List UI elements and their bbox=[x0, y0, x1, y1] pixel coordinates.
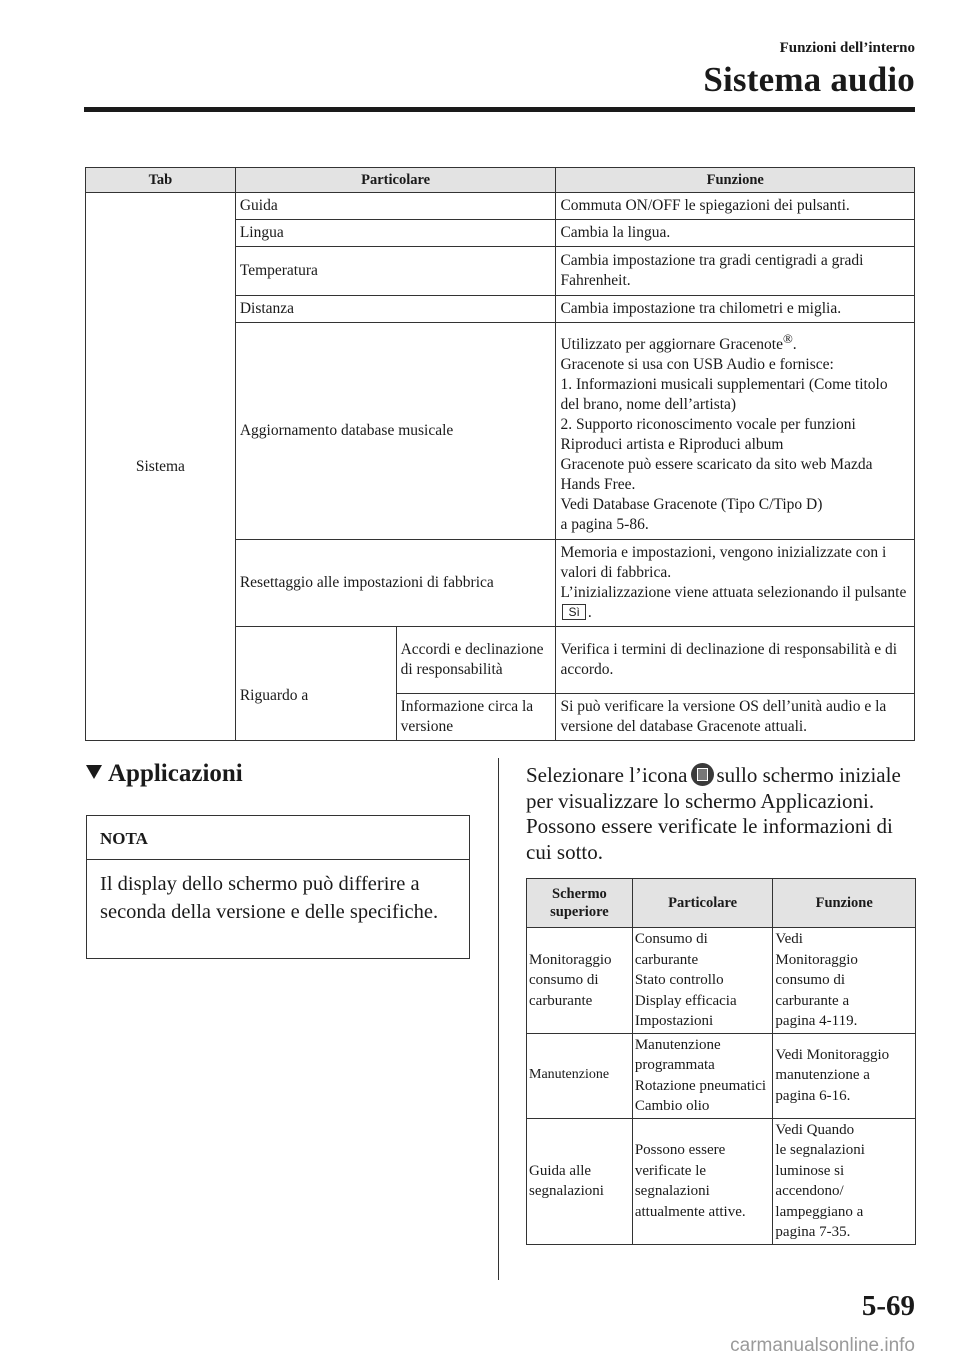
particolare-cell: Riguardo a bbox=[235, 627, 396, 741]
watermark: carmanualsonline.info bbox=[730, 1335, 915, 1356]
funzione-line: manutenzione a bbox=[775, 1067, 870, 1084]
col-header-funzione: Funzione bbox=[773, 879, 916, 928]
particolare-line: Consumo di carburante bbox=[634, 931, 708, 968]
funzione-cell bbox=[556, 323, 915, 540]
page-number: 5-69 bbox=[861, 1290, 915, 1322]
funzione-line: pagina 6-16. bbox=[775, 1087, 851, 1104]
funzione-line: Vedi Quando bbox=[775, 1121, 855, 1138]
table-header-row bbox=[86, 168, 915, 193]
funzione-cell: Cambia impostazione tra chilometri e miglia. bbox=[556, 296, 915, 323]
particolare-cell: Resettaggio alle impostazioni di fabbrica bbox=[235, 540, 556, 627]
header-rule bbox=[84, 107, 915, 112]
section-title-text: Applicazioni bbox=[108, 760, 243, 787]
column-divider bbox=[498, 758, 499, 1280]
particolare-cell: Guida bbox=[235, 193, 556, 220]
funzione-cell bbox=[773, 1118, 916, 1244]
funzione-line: pagina 4-119. bbox=[775, 1013, 858, 1029]
funzione-cell bbox=[773, 928, 916, 1034]
funzione-line: pagina 7-35. bbox=[775, 1224, 851, 1240]
funzione-cell bbox=[773, 1033, 916, 1118]
funzione-cell bbox=[556, 540, 915, 627]
schermo-cell: Manutenzione bbox=[527, 1033, 633, 1118]
schermo-cell: Monitoraggio consumo di carburante bbox=[527, 928, 633, 1034]
funzione-cell: Verifica i termini di declinazione di responsabilità e di accordo. bbox=[556, 627, 915, 694]
particolare-line: Cambio olio bbox=[634, 1098, 710, 1114]
funzione-line: Vedi Monitoraggio bbox=[775, 1046, 890, 1063]
period: . bbox=[587, 604, 592, 622]
si-button-glyph: Sì bbox=[562, 604, 585, 620]
table-row bbox=[527, 928, 916, 1034]
sub-particolare-cell: Informazione circa la versione bbox=[396, 694, 556, 741]
system-settings-table bbox=[85, 167, 915, 741]
funzione-cell: Commuta ON/OFF le spiegazioni dei pulsanti. bbox=[556, 193, 915, 220]
schermo-cell: Guida alle segnalazioni bbox=[527, 1118, 633, 1244]
triangle-bullet-icon bbox=[86, 765, 102, 779]
intro-text-after: sullo schermo iniziale per visualizzare lo schermo Applicazioni. Possono essere verificate le informazioni di cui sotto. bbox=[526, 763, 901, 864]
particolare-cell bbox=[632, 928, 773, 1034]
tab-cell-sistema: Sistema bbox=[86, 193, 236, 741]
particolare-line: Manutenzione programmata bbox=[634, 1036, 721, 1073]
funzione-line: Vedi bbox=[775, 931, 803, 947]
col-header-particolare: Particolare bbox=[632, 879, 773, 928]
note-heading: NOTA bbox=[87, 816, 469, 860]
table-row bbox=[86, 193, 915, 220]
intro-text-before: Selezionare l’icona bbox=[526, 763, 688, 787]
applications-table bbox=[526, 878, 916, 1245]
col-header-funzione: Funzione bbox=[556, 168, 915, 193]
funzione-line: Gracenote può essere scaricato da sito web Mazda Hands Free. bbox=[560, 456, 873, 494]
particolare-cell: Temperatura bbox=[235, 247, 556, 296]
funzione-line: L’inizializzazione viene attuata selezionando il pulsante bbox=[560, 584, 907, 602]
col-header-tab: Tab bbox=[86, 168, 236, 193]
table-header-row bbox=[527, 879, 916, 928]
funzione-line: Monitoraggio bbox=[775, 951, 858, 968]
sub-particolare-cell: Accordi e declinazione di responsabilità bbox=[396, 627, 556, 694]
funzione-line: Gracenote si usa con USB Audio e fornisce: bbox=[560, 356, 834, 374]
applications-icon bbox=[691, 763, 714, 786]
particolare-cell: Lingua bbox=[235, 220, 556, 247]
particolare-line: Stato controllo bbox=[634, 972, 724, 988]
funzione-line: carburante a bbox=[775, 992, 850, 1009]
registered-mark: ® bbox=[782, 331, 793, 346]
funzione-line: luminose si bbox=[775, 1162, 845, 1179]
gracenote-line: Utilizzato per aggiornare Gracenote bbox=[560, 336, 783, 354]
funzione-cell: Cambia la lingua. bbox=[556, 220, 915, 247]
col-header-schermo: Schermo superiore bbox=[527, 879, 633, 928]
intro-paragraph bbox=[526, 763, 921, 865]
header-title: Sistema audio bbox=[703, 60, 915, 99]
funzione-cell: Si può verificare la versione OS dell’unità audio e la versione del database Gracenote attuali. bbox=[556, 694, 915, 741]
funzione-line: 2. Supporto riconoscimento vocale per funzioni Riproduci artista e Riproduci album bbox=[560, 416, 856, 454]
table-row bbox=[527, 1033, 916, 1118]
funzione-line: a pagina 5-86. bbox=[560, 516, 649, 534]
section-title bbox=[86, 760, 243, 788]
table-row bbox=[527, 1118, 916, 1244]
col-header-particolare: Particolare bbox=[235, 168, 556, 193]
particolare-line: Display efficacia bbox=[634, 992, 737, 1009]
particolare-cell bbox=[632, 1033, 773, 1118]
particolare-cell: Aggiornamento database musicale bbox=[235, 323, 556, 540]
funzione-line: Memoria e impostazioni, vengono inizializzate con i valori di fabbrica. bbox=[560, 544, 887, 582]
particolare-cell: Possono essere verificate le segnalazioni attualmente attive. bbox=[632, 1118, 773, 1244]
funzione-line: le segnalazioni bbox=[775, 1142, 865, 1158]
particolare-cell: Distanza bbox=[235, 296, 556, 323]
particolare-line: Impostazioni bbox=[634, 1013, 714, 1029]
note-box bbox=[86, 815, 470, 959]
funzione-line: Vedi Database Gracenote (Tipo C/Tipo D) bbox=[560, 496, 823, 514]
note-text: Il display dello schermo può differire a seconda della versione e delle specifiche. bbox=[100, 873, 439, 923]
period: . bbox=[792, 336, 797, 354]
particolare-line: Rotazione pneumatici bbox=[634, 1077, 767, 1094]
funzione-line: accendono/ bbox=[775, 1183, 844, 1199]
funzione-line: lampeggiano a bbox=[775, 1203, 864, 1220]
funzione-line: 1. Informazioni musicali supplementari (Come titolo del brano, nome dell’artista) bbox=[560, 376, 888, 414]
funzione-cell: Cambia impostazione tra gradi centigradi a gradi Fahrenheit. bbox=[556, 247, 915, 296]
header-subtitle: Funzioni dell’interno bbox=[779, 40, 915, 56]
funzione-line: consumo di bbox=[775, 972, 846, 988]
